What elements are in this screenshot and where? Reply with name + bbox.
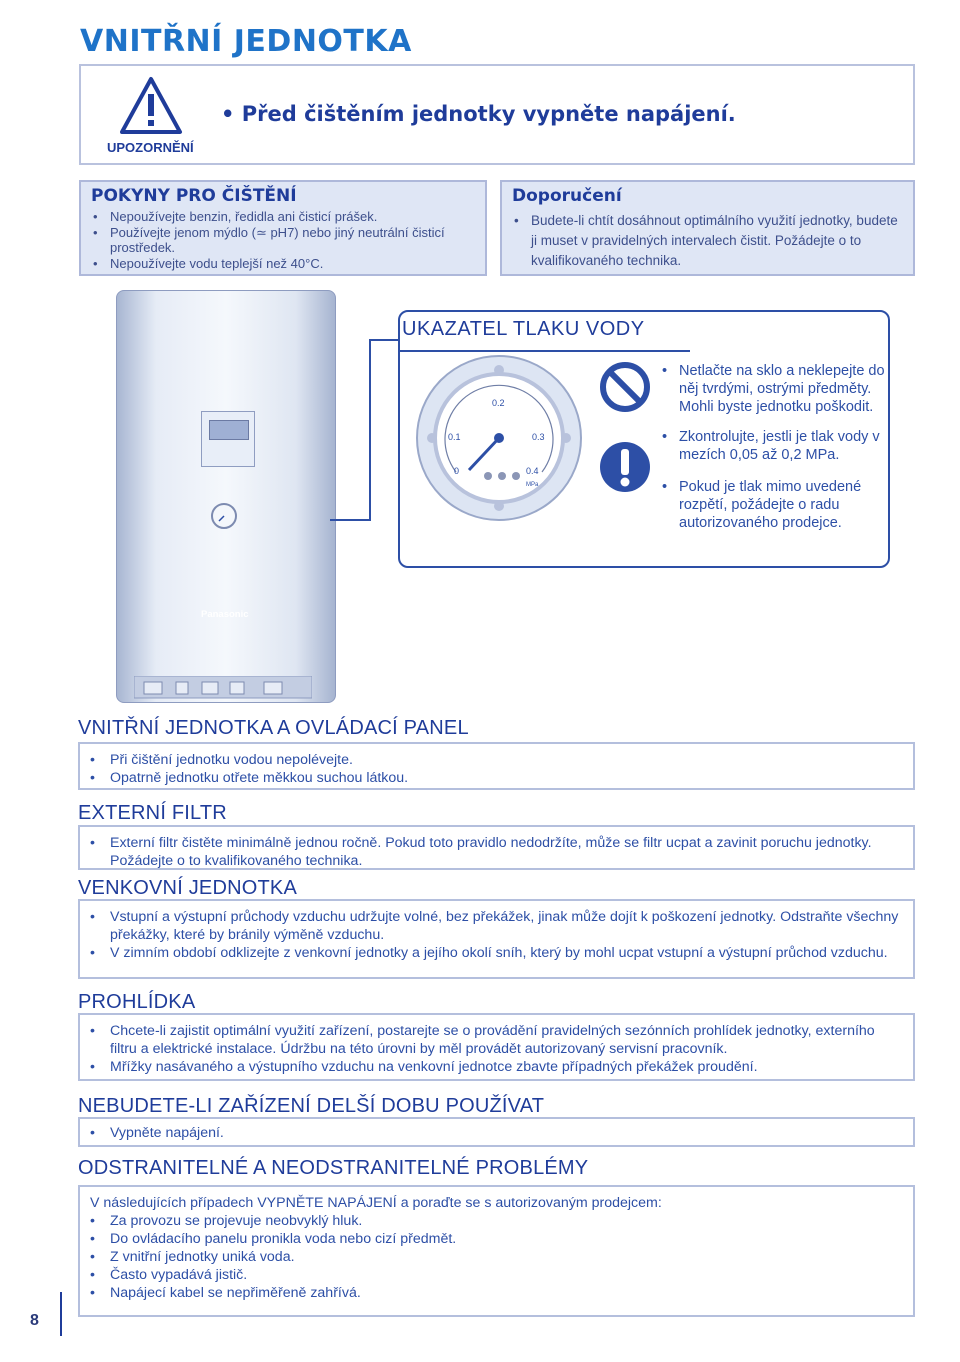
pressure-gauge — [414, 354, 584, 522]
section-box-indoor — [78, 742, 915, 790]
section-title-filter: EXTERNÍ FILTR — [78, 802, 227, 824]
list-item: • Netlačte na sklo a neklepejte do něj tvrdými, ostrými předměty. Mohli byste jednotku poškodit. — [662, 362, 888, 416]
list-item: • Z vnitřní jednotky uniká voda. — [110, 1248, 905, 1266]
gauge-instructions — [662, 362, 888, 532]
list-item: • Nepoužívejte vodu teplejší než 40°C. — [93, 256, 477, 272]
outdoor-list — [80, 901, 913, 962]
list-item: • Do ovládacího panelu pronikla voda nebo cizí předmět. — [110, 1230, 905, 1248]
section-box-inspection — [78, 1013, 915, 1081]
cleaning-title: POKYNY PRO ČIŠTĚNÍ — [91, 186, 297, 206]
section-box-outdoor — [78, 899, 915, 979]
problems-intro: V následujících případech VYPNĚTE NAPÁJENÍ a poraďte se s autorizovaným prodejcem: — [90, 1195, 662, 1211]
list-item: • Zkontrolujte, jestli je tlak vody v mezích 0,05 až 0,2 MPa. — [662, 428, 888, 464]
section-title-outdoor: VENKOVNÍ JEDNOTKA — [78, 877, 297, 899]
list-item: • Vypněte napájení. — [110, 1124, 905, 1142]
gauge-scale-2: 0.2 — [492, 398, 505, 408]
list-item: • Pokud je tlak mimo uvedené rozpětí, požádejte o radu autorizovaného prodejce. — [662, 478, 888, 532]
gauge-callout — [398, 310, 890, 568]
prohibited-icon — [598, 360, 652, 414]
control-panel — [201, 411, 255, 467]
section-title-indoor: VNITŘNÍ JEDNOTKA A OVLÁDACÍ PANEL — [78, 717, 469, 739]
list-item: • Chcete-li zajistit optimální využití zařízení, postarejte se o provádění pravidelných sezónních prohlídek jednotky, externího filtru a elektrické instalace. Údržbu na této úrovni by měl provádět autorizovaný servisní pracovník. — [110, 1022, 905, 1058]
cleaning-box — [79, 180, 487, 276]
gauge-scale-3: 0.3 — [532, 432, 545, 442]
list-item: • V zimním období odklizejte z venkovní jednotky a jejího okolí sníh, který by mohl ucpat vstupní a výstupní průchod vzduchu. — [110, 944, 905, 962]
list-item: • Vstupní a výstupní průchody vzduchu udržujte volné, bez překážek, jinak může dojít k poškození jednotky. Odstraňte všechny překážky, které by bránily výměně vzduchu. — [110, 908, 905, 944]
indoor-unit-illustration — [116, 290, 336, 703]
recommendation-title: Doporučení — [512, 186, 622, 206]
gauge-title: UKAZATEL TLAKU VODY — [402, 318, 645, 340]
page-title: VNITŘNÍ JEDNOTKA — [80, 24, 412, 59]
list-item: • Externí filtr čistěte minimálně jednou ročně. Pokud toto pravidlo nedodržíte, může se filtr ucpat a zavinit poruchu jednotky. Požádejte o to kvalifikovaného technika. — [110, 834, 905, 870]
list-item: • Používejte jenom mýdlo (≃ pH7) nebo jiný neutrální čisticí prostředek. — [93, 225, 477, 256]
gauge-title-underline — [400, 350, 690, 352]
exclamation-icon — [598, 440, 652, 494]
page-number: 8 — [30, 1312, 39, 1329]
section-box-filter — [78, 825, 915, 870]
recommendation-list — [514, 211, 905, 271]
inspection-list — [80, 1015, 913, 1076]
recommendation-box — [500, 180, 915, 276]
unit-pipes — [134, 676, 312, 702]
list-item: • Opatrně jednotku otřete měkkou suchou látkou. — [110, 769, 905, 787]
long-idle-list — [80, 1119, 913, 1142]
list-item: • Mřížky nasávaného a výstupního vzduchu na venkovní jednotce zbavte případných překážek proudění. — [110, 1058, 905, 1076]
gauge-unit: MPa — [526, 482, 539, 488]
section-title-problems: ODSTRANITELNÉ A NEODSTRANITELNÉ PROBLÉMY — [78, 1157, 589, 1179]
filter-list — [80, 827, 913, 870]
caution-label: UPOZORNĚNÍ — [107, 140, 194, 155]
problems-list — [80, 1212, 913, 1302]
gauge-scale-1: 0.1 — [448, 432, 461, 442]
section-box-problems — [78, 1185, 915, 1317]
caution-box — [79, 64, 915, 165]
list-item: • Za provozu se projevuje neobvyklý hluk. — [110, 1212, 905, 1230]
caution-text: • Před čištěním jednotky vypněte napájení. — [221, 102, 736, 126]
brand-logo: Panasonic — [201, 609, 249, 620]
warning-triangle-icon — [119, 76, 183, 136]
list-item: • Budete-li chtít dosáhnout optimálního využití jednotky, budete ji muset v pravidelných intervalech čistit. Požádejte o to kvalifikovaného technika. — [514, 211, 905, 271]
cleaning-list — [93, 209, 477, 271]
section-box-long-idle — [78, 1117, 915, 1147]
list-item: • Často vypadává jistič. — [110, 1266, 905, 1284]
panel-display — [209, 420, 249, 440]
gauge-scale-4: 0.4 — [526, 466, 539, 476]
list-item: • Při čištění jednotku vodou nepolévejte. — [110, 751, 905, 769]
list-item: • Napájecí kabel se nepřiměřeně zahřívá. — [110, 1284, 905, 1302]
section-title-inspection: PROHLÍDKA — [78, 991, 196, 1013]
callout-connector — [330, 330, 400, 530]
list-item: • Nepoužívejte benzin, ředidla ani čisticí prášek. — [93, 209, 477, 225]
indoor-list — [80, 744, 913, 787]
gauge-scale-0: 0 — [454, 466, 460, 476]
section-title-long-idle: NEBUDETE-LI ZAŘÍZENÍ DELŠÍ DOBU POUŽÍVAT — [78, 1095, 545, 1117]
small-gauge-icon — [209, 501, 239, 531]
page-number-rule — [60, 1292, 62, 1336]
